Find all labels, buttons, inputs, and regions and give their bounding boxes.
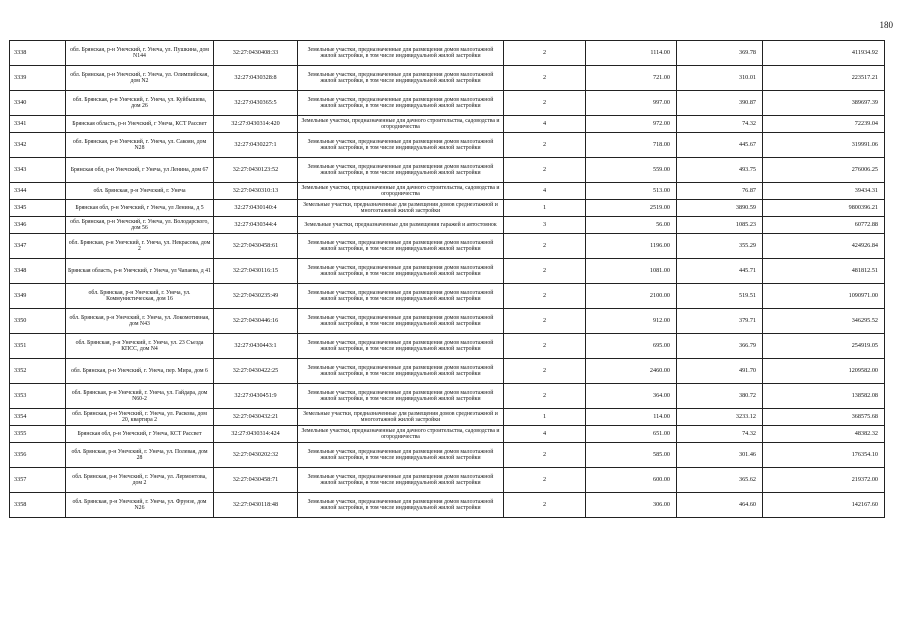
- cadastral-value-cell: 223517.21: [763, 66, 885, 91]
- table-row: [10, 133, 885, 158]
- group-number-cell: 2: [504, 234, 586, 259]
- group-number-cell: 2: [504, 309, 586, 334]
- specific-value-cell: 491.70: [677, 359, 763, 384]
- row-number-cell: 3356: [10, 443, 66, 468]
- area-cell: 997.00: [586, 91, 677, 116]
- group-number-cell: 2: [504, 91, 586, 116]
- specific-value-cell: 74.32: [677, 426, 763, 443]
- cadastral-value-cell: 389697.39: [763, 91, 885, 116]
- land-use-cell: Земельные участки, предназначенные для размещения домов малоэтажной жилой застройки, в том числе индивидуальной жилой застройки: [298, 468, 504, 493]
- area-cell: 2519.00: [586, 200, 677, 217]
- area-cell: 1081.00: [586, 259, 677, 284]
- area-cell: 912.00: [586, 309, 677, 334]
- land-use-cell: Земельные участки, предназначенные для размещения домов среднеэтажной и многоэтажной жилой застройки: [298, 409, 504, 426]
- area-cell: 2460.00: [586, 359, 677, 384]
- group-number-cell: 2: [504, 443, 586, 468]
- table-row: [10, 493, 885, 518]
- row-number-cell: 3339: [10, 66, 66, 91]
- cadastral-value-cell: 142167.60: [763, 493, 885, 518]
- group-number-cell: 2: [504, 334, 586, 359]
- land-use-cell: Земельные участки, предназначенные для размещения домов малоэтажной жилой застройки, в том числе индивидуальной жилой застройки: [298, 66, 504, 91]
- group-number-cell: 2: [504, 493, 586, 518]
- row-number-cell: 3355: [10, 426, 66, 443]
- cadastral-number-cell: 32:27:0430328:8: [214, 66, 298, 91]
- table-row: [10, 426, 885, 443]
- address-cell: обл. Брянская, р-н Унечский, г. Унеча, ул. Володарского, дом 56: [66, 217, 214, 234]
- specific-value-cell: 3890.59: [677, 200, 763, 217]
- table-row: [10, 41, 885, 66]
- area-cell: 695.00: [586, 334, 677, 359]
- specific-value-cell: 74.32: [677, 116, 763, 133]
- land-use-cell: Земельные участки, предназначенные для размещения домов среднеэтажной и многоэтажной жилой застройки: [298, 200, 504, 217]
- cadastral-number-cell: 32:27:0430116:15: [214, 259, 298, 284]
- area-cell: 2100.00: [586, 284, 677, 309]
- table-row: [10, 200, 885, 217]
- table-body: [10, 41, 885, 518]
- row-number-cell: 3357: [10, 468, 66, 493]
- row-number-cell: 3350: [10, 309, 66, 334]
- area-cell: 513.00: [586, 183, 677, 200]
- area-cell: 559.00: [586, 158, 677, 183]
- specific-value-cell: 355.29: [677, 234, 763, 259]
- cadastral-value-cell: 411934.92: [763, 41, 885, 66]
- cadastral-value-cell: 276006.25: [763, 158, 885, 183]
- land-use-cell: Земельные участки, предназначенные для размещения домов малоэтажной жилой застройки, в том числе индивидуальной жилой застройки: [298, 133, 504, 158]
- land-use-cell: Земельные участки, предназначенные для размещения домов малоэтажной жилой застройки, в том числе индивидуальной жилой застройки: [298, 359, 504, 384]
- address-cell: Брянская область, р-н Унечский, г Унеча, КСТ Рассвет: [66, 116, 214, 133]
- land-use-cell: Земельные участки, предназначенные для размещения домов малоэтажной жилой застройки, в том числе индивидуальной жилой застройки: [298, 493, 504, 518]
- land-use-cell: Земельные участки, предназначенные для размещения домов малоэтажной жилой застройки, в том числе индивидуальной жилой застройки: [298, 234, 504, 259]
- specific-value-cell: 310.01: [677, 66, 763, 91]
- land-use-cell: Земельные участки, предназначенные для размещения домов малоэтажной жилой застройки, в том числе индивидуальной жилой застройки: [298, 41, 504, 66]
- table-row: [10, 468, 885, 493]
- specific-value-cell: 366.79: [677, 334, 763, 359]
- land-use-cell: Земельные участки, предназначенные для дачного строительства, садоводства и огородничества: [298, 183, 504, 200]
- land-use-cell: Земельные участки, предназначенные для дачного строительства, садоводства и огородничества: [298, 426, 504, 443]
- land-use-cell: Земельные участки, предназначенные для размещения домов малоэтажной жилой застройки, в том числе индивидуальной жилой застройки: [298, 309, 504, 334]
- row-number-cell: 3345: [10, 200, 66, 217]
- cadastral-number-cell: 32:27:0430202:32: [214, 443, 298, 468]
- cadastral-value-cell: 1090971.00: [763, 284, 885, 309]
- land-use-cell: Земельные участки, предназначенные для размещения домов малоэтажной жилой застройки, в том числе индивидуальной жилой застройки: [298, 384, 504, 409]
- specific-value-cell: 445.67: [677, 133, 763, 158]
- group-number-cell: 1: [504, 200, 586, 217]
- cadastral-number-cell: 32:27:0430344:4: [214, 217, 298, 234]
- land-use-cell: Земельные участки, предназначенные для размещения домов малоэтажной жилой застройки, в том числе индивидуальной жилой застройки: [298, 334, 504, 359]
- cadastral-number-cell: 32:27:0430365:5: [214, 91, 298, 116]
- address-cell: обл. Брянская, р-н Унечский, г. Унеча, пер. Мира, дом 6: [66, 359, 214, 384]
- area-cell: 651.00: [586, 426, 677, 443]
- cadastral-number-cell: 32:27:0430314:424: [214, 426, 298, 443]
- cadastral-number-cell: 32:27:0430227:1: [214, 133, 298, 158]
- address-cell: обл. Брянская, р-н Унечский, г. Унеча, ул. Пушкина, дом N144: [66, 41, 214, 66]
- area-cell: 364.00: [586, 384, 677, 409]
- cadastral-number-cell: 32:27:0430314:420: [214, 116, 298, 133]
- cadastral-value-cell: 254919.05: [763, 334, 885, 359]
- address-cell: обл. Брянская, р-н Унечский, г. Унеча, ул. Лермонтова, дом 2: [66, 468, 214, 493]
- cadastral-number-cell: 32:27:0430458:61: [214, 234, 298, 259]
- land-use-cell: Земельные участки, предназначенные для размещения домов малоэтажной жилой застройки, в том числе индивидуальной жилой застройки: [298, 284, 504, 309]
- area-cell: 1196.00: [586, 234, 677, 259]
- address-cell: обл. Брянская, р-н Унечский, г. Унеча, ул. Некрасова, дом 2: [66, 234, 214, 259]
- cadastral-value-cell: 39434.31: [763, 183, 885, 200]
- specific-value-cell: 76.87: [677, 183, 763, 200]
- table-row: [10, 217, 885, 234]
- cadastral-value-table: [9, 40, 885, 518]
- row-number-cell: 3342: [10, 133, 66, 158]
- cadastral-number-cell: 32:27:0430443:1: [214, 334, 298, 359]
- group-number-cell: 3: [504, 217, 586, 234]
- row-number-cell: 3353: [10, 384, 66, 409]
- area-cell: 585.00: [586, 443, 677, 468]
- cadastral-value-cell: 176354.10: [763, 443, 885, 468]
- group-number-cell: 2: [504, 158, 586, 183]
- cadastral-value-cell: 48382.32: [763, 426, 885, 443]
- address-cell: обл. Брянская, р-н Унечский, г. Унеча, ул. Фрунзе, дом N26: [66, 493, 214, 518]
- table-row: [10, 284, 885, 309]
- group-number-cell: 4: [504, 116, 586, 133]
- table-row: [10, 91, 885, 116]
- land-use-cell: Земельные участки, предназначенные для размещения домов малоэтажной жилой застройки, в том числе индивидуальной жилой застройки: [298, 259, 504, 284]
- row-number-cell: 3352: [10, 359, 66, 384]
- row-number-cell: 3338: [10, 41, 66, 66]
- area-cell: 972.00: [586, 116, 677, 133]
- table-row: [10, 334, 885, 359]
- table-row: [10, 158, 885, 183]
- cadastral-number-cell: 32:27:0430118:48: [214, 493, 298, 518]
- table-row: [10, 66, 885, 91]
- row-number-cell: 3349: [10, 284, 66, 309]
- address-cell: обл. Брянская, р-н Унечский, г. Унеча, ул. 23 Съезда КПСС, дом N4: [66, 334, 214, 359]
- address-cell: Брянская обл, р-н Унечский, г Унеча, ул Ленина, дом 67: [66, 158, 214, 183]
- cadastral-value-cell: 72239.04: [763, 116, 885, 133]
- land-use-cell: Земельные участки, предназначенные для размещения домов малоэтажной жилой застройки, в том числе индивидуальной жилой застройки: [298, 158, 504, 183]
- row-number-cell: 3351: [10, 334, 66, 359]
- specific-value-cell: 365.62: [677, 468, 763, 493]
- table-row: [10, 409, 885, 426]
- cadastral-number-cell: 32:27:0430446:16: [214, 309, 298, 334]
- cadastral-value-cell: 368575.68: [763, 409, 885, 426]
- row-number-cell: 3343: [10, 158, 66, 183]
- group-number-cell: 2: [504, 359, 586, 384]
- address-cell: обл. Брянская, р-н Унечский, г. Унеча, ул. Олимпийская, дом N2: [66, 66, 214, 91]
- cadastral-value-cell: 219372.00: [763, 468, 885, 493]
- group-number-cell: 2: [504, 384, 586, 409]
- cadastral-value-cell: 9800396.21: [763, 200, 885, 217]
- specific-value-cell: 369.78: [677, 41, 763, 66]
- table-row: [10, 116, 885, 133]
- cadastral-value-cell: 60772.88: [763, 217, 885, 234]
- area-cell: 306.00: [586, 493, 677, 518]
- specific-value-cell: 390.87: [677, 91, 763, 116]
- cadastral-number-cell: 32:27:0430458:71: [214, 468, 298, 493]
- group-number-cell: 2: [504, 41, 586, 66]
- address-cell: обл. Брянская, р-н Унечский, г. Унеча, ул. Куйбышева, дом 26: [66, 91, 214, 116]
- specific-value-cell: 464.60: [677, 493, 763, 518]
- land-use-cell: Земельные участки, предназначенные для дачного строительства, садоводства и огородничества: [298, 116, 504, 133]
- cadastral-number-cell: 32:27:0430310:13: [214, 183, 298, 200]
- row-number-cell: 3341: [10, 116, 66, 133]
- cadastral-number-cell: 32:27:0430422:25: [214, 359, 298, 384]
- cadastral-value-cell: 138582.08: [763, 384, 885, 409]
- area-cell: 1114.00: [586, 41, 677, 66]
- table-row: [10, 234, 885, 259]
- area-cell: 721.00: [586, 66, 677, 91]
- row-number-cell: 3340: [10, 91, 66, 116]
- cadastral-value-cell: 1209582.00: [763, 359, 885, 384]
- address-cell: обл. Брянская, р-н Унечский, г. Унеча, ул. Локомотивная, дом N43: [66, 309, 214, 334]
- table-row: [10, 384, 885, 409]
- table-row: [10, 183, 885, 200]
- cadastral-number-cell: 32:27:0430123:52: [214, 158, 298, 183]
- address-cell: обл. Брянская, р-н Унечский, г. Унеча, ул. Коммунистическая, дом 16: [66, 284, 214, 309]
- cadastral-value-cell: 424926.84: [763, 234, 885, 259]
- specific-value-cell: 1085.23: [677, 217, 763, 234]
- address-cell: обл. Брянская, р-н Унечский, г. Унеча, ул. Раскова, дом 20, квартира 2: [66, 409, 214, 426]
- specific-value-cell: 519.51: [677, 284, 763, 309]
- table-row: [10, 309, 885, 334]
- table-row: [10, 259, 885, 284]
- row-number-cell: 3348: [10, 259, 66, 284]
- address-cell: обл. Брянская, р-н Унечский, г. Унеча, ул. Сакоян, дом N28: [66, 133, 214, 158]
- group-number-cell: 2: [504, 259, 586, 284]
- cadastral-value-cell: 319991.06: [763, 133, 885, 158]
- group-number-cell: 4: [504, 426, 586, 443]
- table-row: [10, 443, 885, 468]
- group-number-cell: 2: [504, 284, 586, 309]
- specific-value-cell: 301.46: [677, 443, 763, 468]
- cadastral-number-cell: 32:27:0430140:4: [214, 200, 298, 217]
- group-number-cell: 2: [504, 133, 586, 158]
- specific-value-cell: 445.71: [677, 259, 763, 284]
- specific-value-cell: 3233.12: [677, 409, 763, 426]
- row-number-cell: 3344: [10, 183, 66, 200]
- address-cell: Брянская обл, р-н Унечский, г Унеча, КСТ Рассвет: [66, 426, 214, 443]
- area-cell: 718.00: [586, 133, 677, 158]
- row-number-cell: 3358: [10, 493, 66, 518]
- page-number: 180: [879, 20, 893, 30]
- specific-value-cell: 493.75: [677, 158, 763, 183]
- group-number-cell: 1: [504, 409, 586, 426]
- area-cell: 600.00: [586, 468, 677, 493]
- cadastral-number-cell: 32:27:0430432:21: [214, 409, 298, 426]
- cadastral-number-cell: 32:27:0430451:9: [214, 384, 298, 409]
- cadastral-value-cell: 481812.51: [763, 259, 885, 284]
- table-row: [10, 359, 885, 384]
- area-cell: 114.00: [586, 409, 677, 426]
- cadastral-number-cell: 32:27:0430235:49: [214, 284, 298, 309]
- land-use-cell: Земельные участки, предназначенные для размещения домов малоэтажной жилой застройки, в том числе индивидуальной жилой застройки: [298, 91, 504, 116]
- group-number-cell: 4: [504, 183, 586, 200]
- cadastral-value-cell: 346295.52: [763, 309, 885, 334]
- row-number-cell: 3354: [10, 409, 66, 426]
- address-cell: Брянская область, р-н Унечский, г Унеча, ул Чапаева, д 41: [66, 259, 214, 284]
- row-number-cell: 3347: [10, 234, 66, 259]
- land-use-cell: Земельные участки, предназначенные для размещения гаражей и автостоянок: [298, 217, 504, 234]
- specific-value-cell: 379.71: [677, 309, 763, 334]
- specific-value-cell: 380.72: [677, 384, 763, 409]
- address-cell: обл. Брянская, р-н Унечский, г. Унеча: [66, 183, 214, 200]
- group-number-cell: 2: [504, 468, 586, 493]
- address-cell: обл. Брянская, р-н Унечский, г. Унеча, ул. Полевая, дом 28: [66, 443, 214, 468]
- cadastral-number-cell: 32:27:0430408:33: [214, 41, 298, 66]
- address-cell: Брянская обл, р-н Унечский, г Унеча, ул Ленина, д 5: [66, 200, 214, 217]
- land-use-cell: Земельные участки, предназначенные для размещения домов малоэтажной жилой застройки, в том числе индивидуальной жилой застройки: [298, 443, 504, 468]
- area-cell: 56.00: [586, 217, 677, 234]
- row-number-cell: 3346: [10, 217, 66, 234]
- group-number-cell: 2: [504, 66, 586, 91]
- address-cell: обл. Брянская, р-н Унечский, г. Унеча, ул. Гайдара, дом N60-2: [66, 384, 214, 409]
